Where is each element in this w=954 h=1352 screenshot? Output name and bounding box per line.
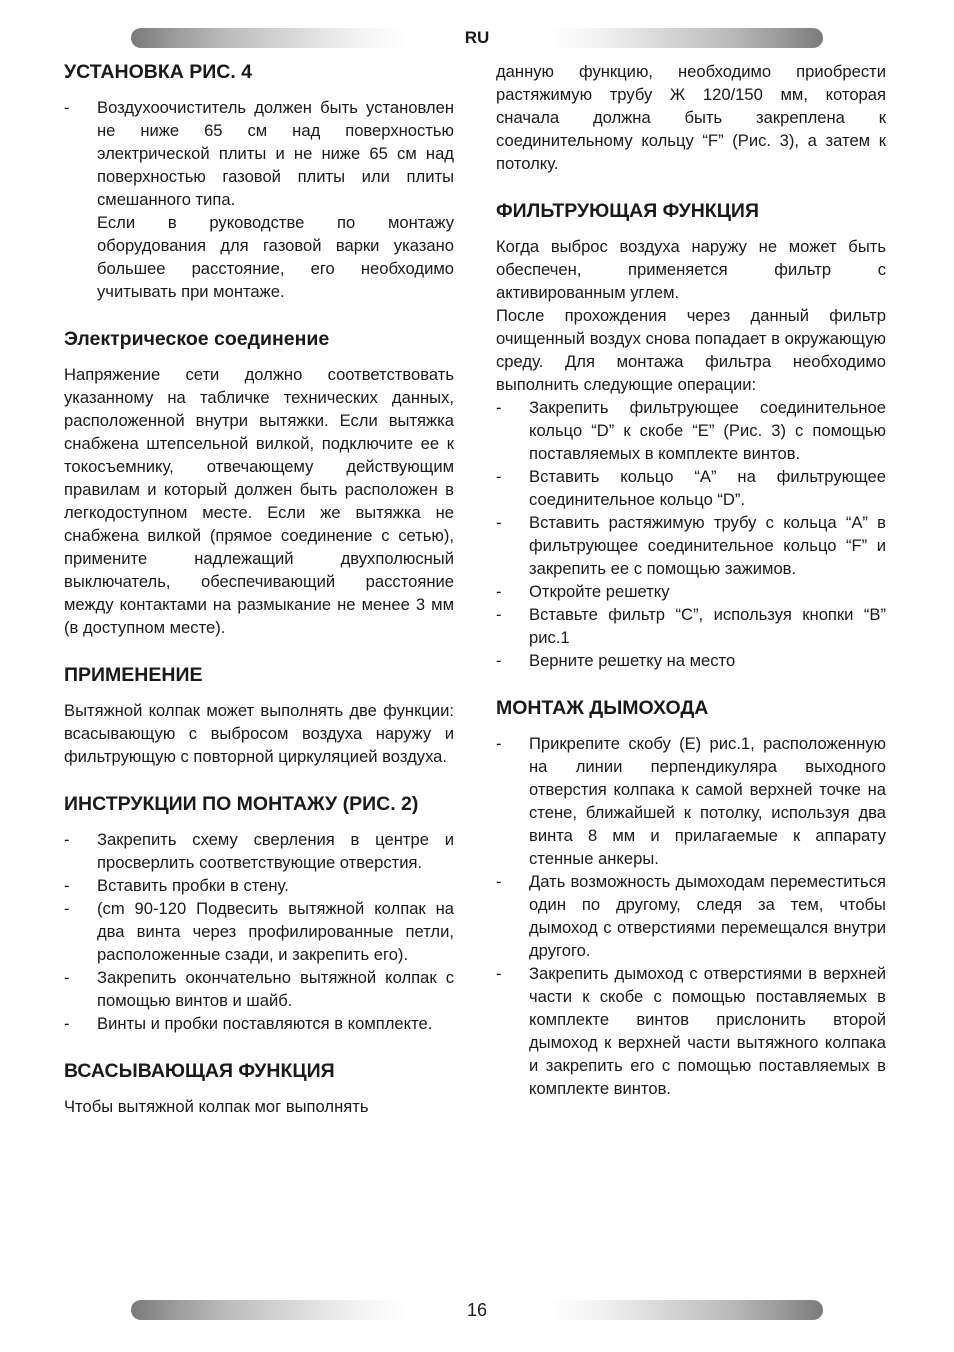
list-item-text: Воздухоочиститель должен быть установлен не ниже 65 см над поверхностью электрической плиты и не ниже 65 см над поверхностью газовой плиты или плиты смешанного типа.	[97, 98, 454, 209]
list-item-text: (cm 90-120 Подвесить вытяжной колпак на два винта через профилированные петли, расположенные сзади, и закрепить его).	[97, 899, 454, 964]
section-title-chimney: МОНТАЖ ДЫМОХОДА	[496, 697, 709, 719]
list-item	[496, 962, 886, 1100]
list-item	[64, 966, 454, 1012]
left-column	[64, 60, 454, 1118]
list-item	[64, 874, 454, 897]
list-item-text: Вставить кольцо “A” на фильтрующее соединительное кольцо “D”.	[529, 467, 886, 509]
language-label: RU	[464, 28, 490, 47]
list-item-text: Закрепить схему сверления в центре и просверлить соответствующие отверстия.	[97, 830, 454, 872]
section-title-filter: ФИЛЬТРУЮЩАЯ ФУНКЦИЯ	[496, 200, 759, 222]
list-dash: -	[496, 513, 502, 532]
list-dash: -	[496, 872, 502, 891]
list-dash: -	[496, 651, 502, 670]
list-item-text: Дать возможность дымоходам переместиться один по другому, следя за тем, чтобы дымоход с отверстиями перемещался внутри другого.	[529, 872, 886, 960]
list-item-text: Верните решетку на место	[529, 651, 736, 670]
page-number: 16	[466, 1300, 488, 1320]
list-dash: -	[496, 964, 502, 983]
section-title-electrical: Электрическое соединение	[64, 328, 330, 350]
list-item	[64, 828, 454, 874]
list-dash: -	[64, 98, 70, 117]
list-dash: -	[64, 899, 70, 918]
list-dash: -	[64, 968, 70, 987]
list-item-text: Закрепить фильтрующее соединительное кольцо “D” к скобе “E” (Рис. 3) с помощью поставляемых в комплекте винтов.	[529, 398, 886, 463]
list-item	[496, 396, 886, 465]
list-item-text: Прикрепите скобу (E) рис.1, расположенную на линии перпендикуляра выходного отверстия колпака к самой верхней точке на стене, ближайшей к потолку, используя два винта 8 мм и прилагаемые к аппарату стенные анкеры.	[529, 734, 886, 868]
list-dash: -	[496, 734, 502, 753]
section-title-suction: ВСАСЫВАЮЩАЯ ФУНКЦИЯ	[64, 1060, 335, 1082]
list-item	[496, 649, 886, 672]
list-item	[64, 96, 454, 211]
list-item	[496, 870, 886, 962]
list-item	[496, 603, 886, 649]
list-item	[64, 1012, 454, 1035]
list-dash: -	[496, 398, 502, 417]
chimney-list	[496, 732, 886, 1100]
section-title-usage: ПРИМЕНЕНИЕ	[64, 664, 203, 686]
list-item-text: Вставьте фильтр “C”, используя кнопки “B” рис.1	[529, 605, 886, 647]
list-item	[496, 511, 886, 580]
footer-bar	[131, 1300, 823, 1320]
list-item-text: Откройте решетку	[529, 582, 670, 601]
list-item	[496, 465, 886, 511]
list-dash: -	[64, 830, 70, 849]
list-item	[496, 732, 886, 870]
electrical-text: Напряжение сети должно соответствовать указанному на табличке технических данных, расположенной внутри вытяжки. Если вытяжка снабжена штепсельной вилкой, подключите ее к токосъемнику, отвечающему действующим правилам и который должен быть расположен в легкодоступном месте. Если же вытяжка не снабжена вилкой (прямое соединение с сетью), примените надлежащий двухполюсный выключатель, обеспечивающий расстояние между контактами на размыкание не менее 3 мм (в доступном месте).	[64, 365, 454, 637]
list-dash: -	[496, 605, 502, 624]
list-item	[64, 897, 454, 966]
section-title-installation: УСТАНОВКА РИС. 4	[64, 61, 253, 83]
list-item-text: Закрепить дымоход с отверстиями в верхней части к скобе с помощью поставляемых в комплекте винтов прислонить второй дымоход к верхней части вытяжного колпака и закрепить его с помощью поставляемых в комплекте винтов.	[529, 964, 886, 1098]
list-dash: -	[64, 876, 70, 895]
list-item-text: Вставить пробки в стену.	[97, 876, 289, 895]
mounting-list	[64, 828, 454, 1035]
header-bar	[131, 28, 823, 48]
list-dash: -	[64, 1014, 70, 1033]
filter-text-2: После прохождения через данный фильтр очищенный воздух снова попадает в окружающую среду. Для монтажа фильтра необходимо выполнить следующие операции:	[496, 306, 886, 394]
list-dash: -	[496, 467, 502, 486]
usage-text: Вытяжной колпак может выполнять две функции: всасывающую с выбросом воздуха наружу и фильтрующую с повторной циркуляцией воздуха.	[64, 701, 454, 766]
list-item-text: Закрепить окончательно вытяжной колпак с помощью винтов и шайб.	[97, 968, 454, 1010]
suction-text-continued: данную функцию, необходимо приобрести растяжимую трубу Ж 120/150 мм, которая сначала должна быть закреплена к соединительному кольцу “F” (Рис. 3), а затем к потолку.	[496, 62, 886, 173]
installation-list	[64, 96, 454, 211]
list-item-text: Винты и пробки поставляются в комплекте.	[97, 1014, 433, 1033]
filter-text-1: Когда выброс воздуха наружу не может быть обеспечен, применяется фильтр с активированным углем.	[496, 237, 886, 302]
filter-list	[496, 396, 886, 672]
installation-note: Если в руководстве по монтажу оборудования для газовой варки указано большее расстояние, его необходимо учитывать при монтаже.	[97, 213, 454, 301]
list-dash: -	[496, 582, 502, 601]
list-item	[496, 580, 886, 603]
section-title-mounting: ИНСТРУКЦИИ ПО МОНТАЖУ (РИС. 2)	[64, 793, 419, 815]
right-column	[496, 60, 886, 1100]
suction-text: Чтобы вытяжной колпак мог выполнять	[64, 1097, 369, 1116]
list-item-text: Вставить растяжимую трубу с кольца “A” в фильтрующее соединительное кольцо “F” и закрепить ее с помощью зажимов.	[529, 513, 886, 578]
